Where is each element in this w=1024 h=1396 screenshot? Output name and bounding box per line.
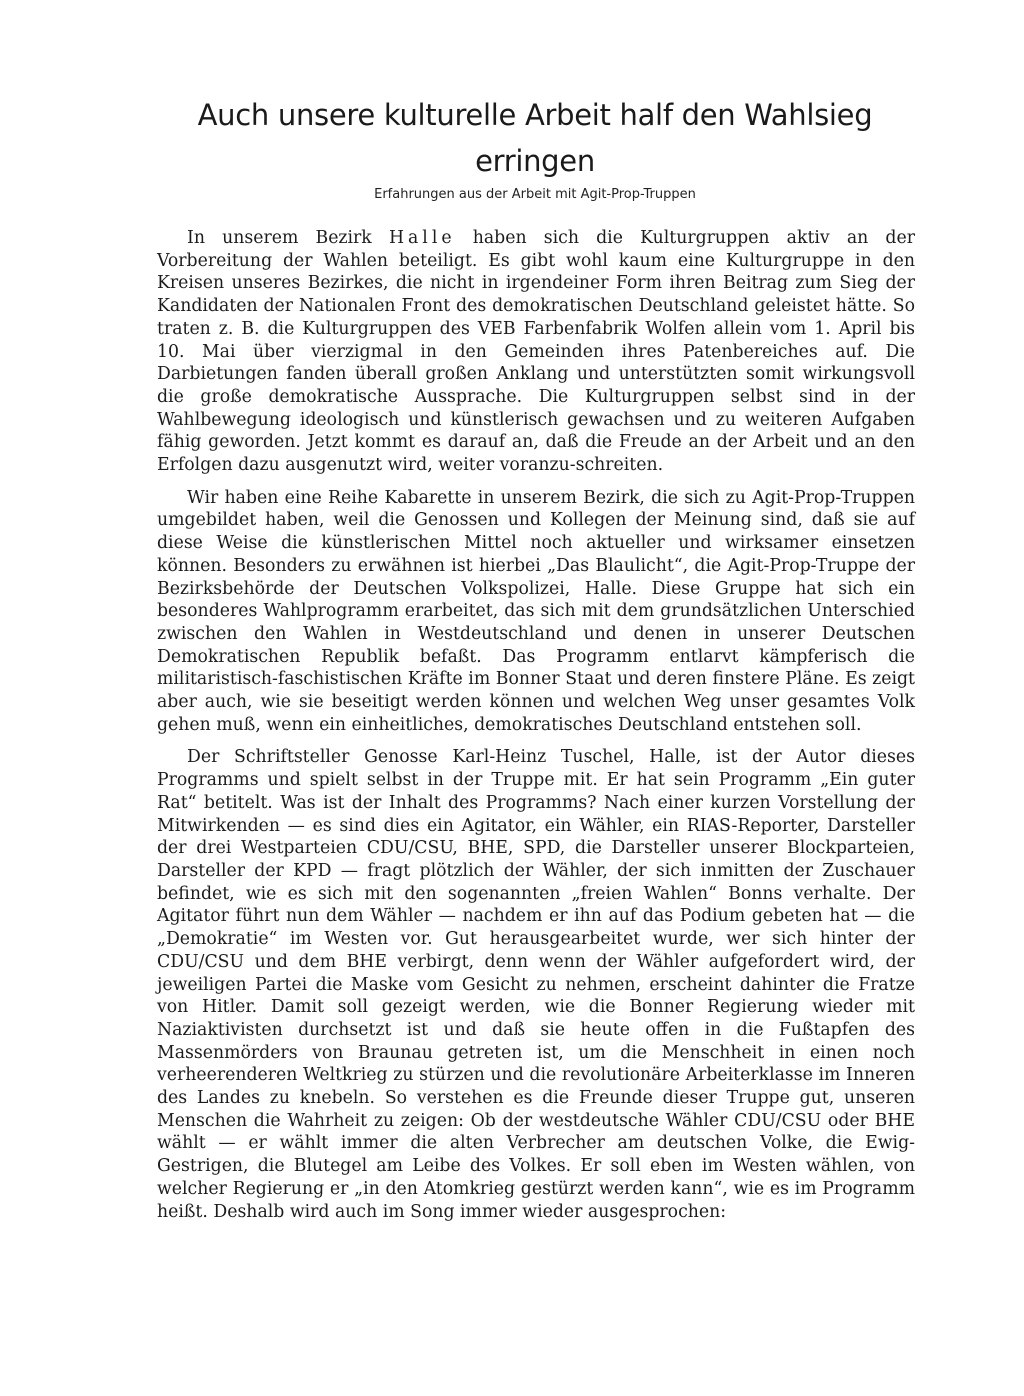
article-subtitle: Erfahrungen aus der Arbeit mit Agit-Prop-Truppen bbox=[374, 187, 696, 202]
paragraph-1-rest: haben sich die Kulturgruppen aktiv an der Vorbereitung der Wahlen beteiligt. Es gibt wohl kaum eine Kulturgruppe in den Kreisen unseres Bezirkes, die nicht in irgendeiner Form ihren Beitrag zum Sieg der Kandidaten der Nationalen Front des demokratischen Deutschland geleistet hätte. So traten z. B. die Kulturgruppen des VEB Farbenfabrik Wolfen allein vom 1. April bis 10. Mai über vierzigmal in den Gemeinden ihres Patenbereiches auf. Die Darbietungen fanden überall großen Anklang und unterstützten somit wirkungsvoll die große demokratische Aussprache. Die Kulturgruppen selbst sind in der Wahlbewegung ideologisch und künstlerisch gewachsen und zu weiteren Aufgaben fähig geworden. Jetzt kommt es darauf an, daß die Freude an der Arbeit und an den Erfolgen dazu ausgenutzt wird, weiter voranzu-schreiten. bbox=[157, 228, 915, 476]
article-title: Auch unsere kulturelle Arbeit half den Wahlsieg erringen bbox=[197, 98, 873, 178]
spaced-place-name: Halle bbox=[388, 228, 456, 248]
paragraph-2: Wir haben eine Reihe Kabarette in unserem Bezirk, die sich zu Agit-Prop-Truppen umgebildet haben, weil die Genossen und Kollegen der Meinung sind, daß sie auf diese Weise die künstlerischen Mittel noch aktueller und wirksamer einsetzen können. Besonders zu erwähnen ist hierbei „Das Blaulicht“, die Agit-Prop-Truppe der Bezirksbehörde der Deutschen Volkspolizei, Halle. Diese Gruppe hat sich ein besonderes Wahlprogramm erarbeitet, das sich mit dem grundsätzlichen Unterschied zwischen den Wahlen in Westdeutschland und denen in unserer Deutschen Demokratischen Republik befaßt. Das Programm entlarvt kämpferisch die militaristisch-faschistischen Kräfte im Bonner Staat und deren finstere Pläne. Es zeigt aber auch, wie sie beseitigt werden können und welchen Weg unser gesamtes Volk gehen muß, wenn ein einheitliches, demokratisches Deutschland entstehen soll. bbox=[157, 487, 915, 735]
paragraph-1 bbox=[157, 227, 915, 477]
paragraph-3: Der Schriftsteller Genosse Karl-Heinz Tuschel, Halle, ist der Autor dieses Programms und spielt selbst in der Truppe mit. Er hat sein Programm „Ein guter Rat“ betitelt. Was ist der Inhalt des Programms? Nach einer kurzen Vorstellung der Mitwirkenden — es sind dies ein Agitator, ein Wähler, ein RIAS-Reporter, Darsteller der drei Westparteien CDU/CSU, BHE, SPD, die Darsteller unserer Blockparteien, Darsteller der KPD — fragt plötzlich der Wähler, der sich inmitten der Zuschauer befindet, wie es sich mit den sogenannten „freien Wahlen“ Bonns verhalte. Der Agitator führt nun dem Wähler — nachdem er ihn auf das Podium gebeten hat — die „Demokratie“ im Westen vor. Gut herausgearbeitet wurde, wer sich hinter der CDU/CSU und dem BHE verbirgt, denn wenn der Wähler aufgefordert wird, der jeweiligen Partei die Maske vom Gesicht zu nehmen, erscheint dahinter die Fratze von Hitler. Damit soll gezeigt werden, wie die Bonner Regierung wieder mit Naziaktivisten durchsetzt ist und daß sie heute offen in die Fußtapfen des Massenmörders von Braunau getreten ist, um die Menschheit in einen noch verheerenderen Weltkrieg zu stürzen und die revolutionäre Arbeiterklasse im Inneren des Landes zu knebeln. So verstehen es die Freunde dieser Truppe gut, unseren Menschen die Wahrheit zu zeigen: Ob der westdeutsche Wähler CDU/CSU oder BHE wählt — er wählt immer die alten Verbrecher am deutschen Volke, die Ewig-Gestrigen, die Blutegel am Leibe des Volkes. Er soll eben im Westen wählen, von welcher Regierung er „in den Atomkrieg gestürzt werden kann“, wie es im Programm heißt. Deshalb wird auch im Song immer wieder ausgesprochen: bbox=[157, 747, 915, 1222]
paragraph-1-start: In unserem Bezirk bbox=[187, 228, 389, 248]
article-body bbox=[157, 227, 915, 1233]
